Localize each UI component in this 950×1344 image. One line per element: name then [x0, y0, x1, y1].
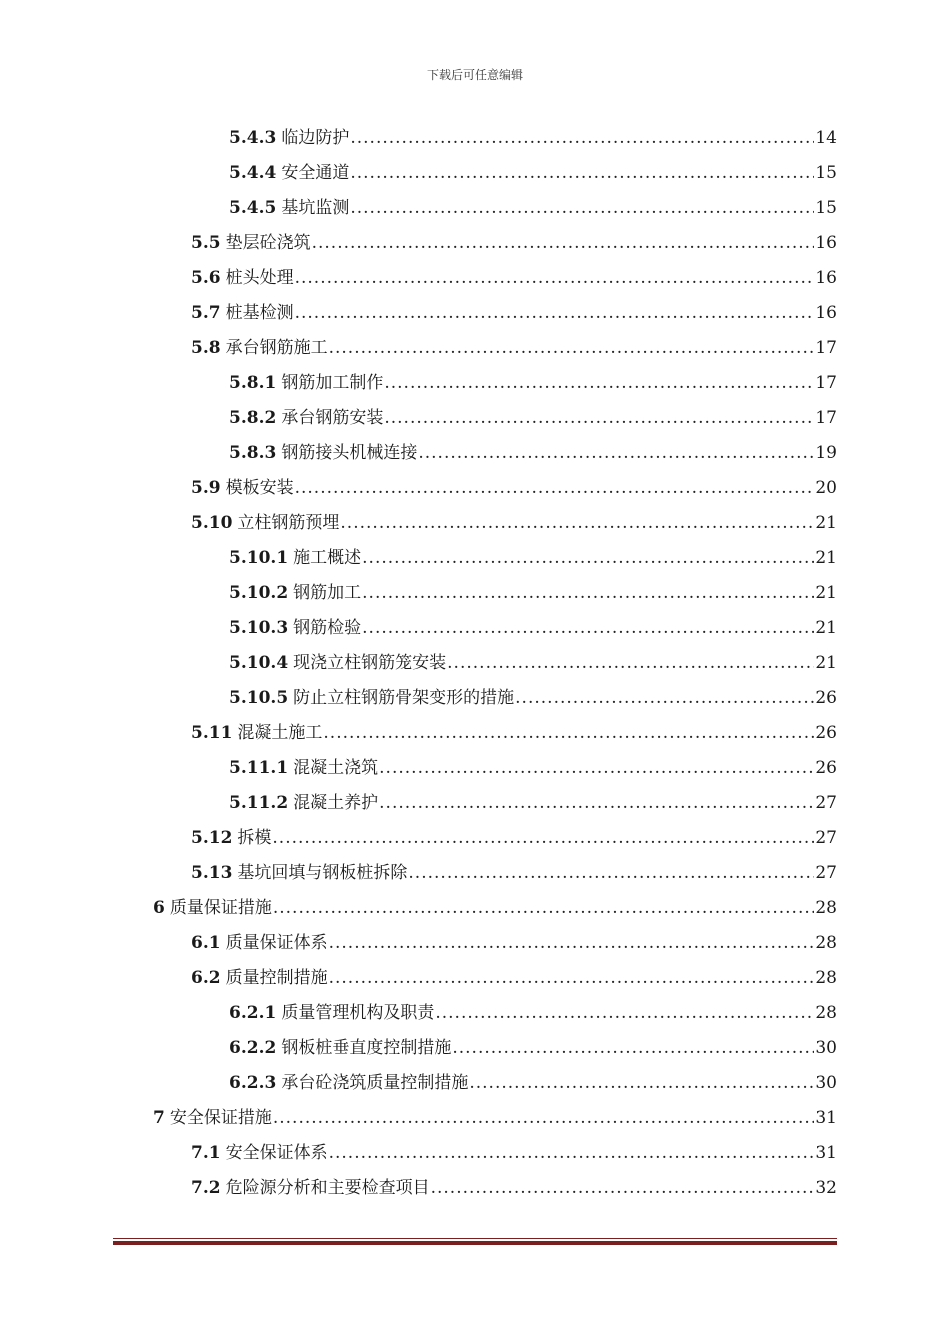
toc-entry-page-number: 31	[815, 1108, 837, 1128]
toc-entry-title: 现浇立柱钢筋笼安装	[293, 653, 447, 673]
toc-entry-title: 混凝土浇筑	[293, 758, 379, 778]
toc-entry-number: 5.12	[191, 828, 233, 848]
toc-dot-leader	[515, 681, 814, 716]
toc-entry-page-number: 16	[815, 268, 837, 288]
toc-entry-page-number: 31	[815, 1143, 837, 1163]
toc-entry-page-number: 16	[815, 233, 837, 253]
toc-entry-page-number: 27	[815, 793, 837, 813]
toc-dot-leader	[384, 366, 814, 401]
toc-dot-leader	[273, 1101, 815, 1136]
toc-entry-title: 质量保证措施	[169, 898, 272, 918]
toc-entry-number: 5.11.2	[229, 793, 289, 813]
toc-entry-page-number: 26	[815, 723, 837, 743]
toc-entry-page-number: 17	[815, 338, 837, 358]
toc-entry-title: 基坑回填与钢板桩拆除	[237, 863, 408, 883]
toc-entry-title: 承台钢筋施工	[225, 338, 328, 358]
toc-entry-title: 模板安装	[225, 478, 294, 498]
toc-entry[interactable]	[0, 1171, 950, 1206]
toc-dot-leader	[418, 436, 814, 471]
toc-entry-page-number: 28	[815, 933, 837, 953]
toc-entry-number: 5.9	[191, 478, 221, 498]
toc-entry-title: 承台砼浇筑质量控制措施	[281, 1073, 469, 1093]
toc-entry[interactable]	[0, 366, 950, 401]
toc-entry-page-number: 27	[815, 863, 837, 883]
toc-entry-number: 5.10.4	[229, 653, 289, 673]
toc-entry[interactable]	[0, 856, 950, 891]
toc-entry-page-number: 20	[815, 478, 837, 498]
toc-dot-leader	[350, 156, 814, 191]
toc-entry-page-number: 15	[815, 198, 837, 218]
toc-entry-title: 临边防护	[281, 128, 350, 148]
toc-entry-page-number: 21	[815, 653, 837, 673]
toc-entry[interactable]	[0, 1066, 950, 1101]
toc-entry-page-number: 26	[815, 688, 837, 708]
toc-entry[interactable]	[0, 541, 950, 576]
toc-entry-number: 6.2	[191, 968, 221, 988]
toc-entry-page-number: 21	[815, 513, 837, 533]
toc-entry-number: 7.1	[191, 1143, 221, 1163]
toc-entry-title: 施工概述	[293, 548, 362, 568]
toc-entry-title: 混凝土施工	[237, 723, 323, 743]
toc-dot-leader	[362, 576, 814, 611]
toc-entry-page-number: 15	[815, 163, 837, 183]
toc-entry-page-number: 21	[815, 618, 837, 638]
toc-entry[interactable]	[0, 191, 950, 226]
toc-entry-number: 5.11.1	[229, 758, 289, 778]
toc-entry-number: 5.13	[191, 863, 233, 883]
toc-dot-leader	[329, 961, 815, 996]
toc-dot-leader	[379, 786, 814, 821]
toc-entry-number: 7	[153, 1108, 165, 1128]
toc-entry-number: 6	[153, 898, 165, 918]
toc-dot-leader	[447, 646, 814, 681]
toc-entry-number: 5.10.1	[229, 548, 289, 568]
toc-dot-leader	[273, 891, 815, 926]
footer-rule-thick	[113, 1241, 837, 1245]
toc-entry[interactable]	[0, 926, 950, 961]
toc-entry[interactable]	[0, 681, 950, 716]
toc-entry[interactable]	[0, 401, 950, 436]
toc-entry-number: 5.10.3	[229, 618, 289, 638]
toc-entry-number: 5.8.3	[229, 443, 277, 463]
toc-entry[interactable]	[0, 331, 950, 366]
toc-entry-page-number: 21	[815, 583, 837, 603]
toc-dot-leader	[340, 506, 814, 541]
toc-entry-page-number: 30	[815, 1038, 837, 1058]
toc-entry-title: 钢筋接头机械连接	[281, 443, 418, 463]
toc-entry-title: 钢筋加工制作	[281, 373, 384, 393]
toc-dot-leader	[323, 716, 814, 751]
toc-entry[interactable]	[0, 891, 950, 926]
toc-entry-title: 基坑监测	[281, 198, 350, 218]
table-of-contents	[0, 121, 950, 1206]
toc-entry-page-number: 27	[815, 828, 837, 848]
toc-dot-leader	[362, 541, 814, 576]
toc-entry-title: 垫层砼浇筑	[225, 233, 311, 253]
toc-entry[interactable]	[0, 471, 950, 506]
toc-entry-page-number: 28	[815, 1003, 837, 1023]
toc-entry-number: 7.2	[191, 1178, 221, 1198]
toc-dot-leader	[329, 331, 815, 366]
toc-dot-leader	[362, 611, 814, 646]
toc-dot-leader	[329, 1136, 815, 1171]
toc-entry-number: 5.10.2	[229, 583, 289, 603]
toc-entry[interactable]	[0, 576, 950, 611]
toc-entry[interactable]	[0, 296, 950, 331]
toc-entry-number: 5.8	[191, 338, 221, 358]
toc-dot-leader	[295, 471, 815, 506]
toc-entry[interactable]	[0, 961, 950, 996]
page-header: 下载后可任意编辑	[426, 68, 523, 82]
toc-dot-leader	[350, 191, 814, 226]
toc-entry-number: 5.7	[191, 303, 221, 323]
toc-entry-page-number: 28	[815, 968, 837, 988]
toc-entry-page-number: 14	[815, 128, 837, 148]
toc-entry-number: 5.4.3	[229, 128, 277, 148]
toc-dot-leader	[384, 401, 814, 436]
toc-entry[interactable]	[0, 226, 950, 261]
toc-entry-page-number: 19	[815, 443, 837, 463]
toc-entry[interactable]	[0, 121, 950, 156]
toc-entry-title: 承台钢筋安装	[281, 408, 384, 428]
toc-entry-number: 5.4.5	[229, 198, 277, 218]
toc-dot-leader	[435, 996, 814, 1031]
toc-entry-number: 6.2.1	[229, 1003, 277, 1023]
toc-entry-page-number: 17	[815, 408, 837, 428]
toc-entry-title: 桩头处理	[225, 268, 294, 288]
toc-entry-title: 质量控制措施	[225, 968, 328, 988]
toc-dot-leader	[379, 751, 814, 786]
toc-entry-title: 安全保证体系	[225, 1143, 328, 1163]
toc-entry-title: 钢筋检验	[293, 618, 362, 638]
toc-entry-page-number: 28	[815, 898, 837, 918]
toc-entry-title: 钢筋加工	[293, 583, 362, 603]
toc-entry[interactable]	[0, 646, 950, 681]
toc-entry-page-number: 16	[815, 303, 837, 323]
toc-entry-number: 5.11	[191, 723, 233, 743]
toc-entry[interactable]	[0, 1101, 950, 1136]
toc-dot-leader	[469, 1066, 814, 1101]
toc-entry-title: 桩基检测	[225, 303, 294, 323]
toc-entry[interactable]	[0, 261, 950, 296]
toc-dot-leader	[312, 226, 815, 261]
toc-dot-leader	[295, 296, 815, 331]
toc-entry-title: 钢板桩垂直度控制措施	[281, 1038, 452, 1058]
toc-entry-number: 5.8.2	[229, 408, 277, 428]
toc-entry-page-number: 32	[815, 1178, 837, 1198]
toc-entry-number: 6.2.2	[229, 1038, 277, 1058]
toc-entry-number: 5.5	[191, 233, 221, 253]
toc-entry-title: 危险源分析和主要检查项目	[225, 1178, 430, 1198]
toc-entry[interactable]	[0, 611, 950, 646]
toc-entry[interactable]	[0, 786, 950, 821]
toc-entry[interactable]	[0, 506, 950, 541]
toc-entry[interactable]	[0, 996, 950, 1031]
toc-dot-leader	[452, 1031, 814, 1066]
toc-entry[interactable]	[0, 716, 950, 751]
toc-entry[interactable]	[0, 1136, 950, 1171]
toc-dot-leader	[431, 1171, 815, 1206]
toc-entry[interactable]	[0, 436, 950, 471]
toc-dot-leader	[272, 821, 814, 856]
toc-entry-number: 5.4.4	[229, 163, 277, 183]
toc-dot-leader	[350, 121, 814, 156]
toc-entry[interactable]	[0, 156, 950, 191]
toc-entry-number: 5.10.5	[229, 688, 289, 708]
toc-entry-title: 质量保证体系	[225, 933, 328, 953]
toc-dot-leader	[329, 926, 815, 961]
toc-entry-page-number: 30	[815, 1073, 837, 1093]
toc-entry-number: 5.8.1	[229, 373, 277, 393]
toc-entry-page-number: 21	[815, 548, 837, 568]
toc-entry[interactable]	[0, 751, 950, 786]
toc-entry[interactable]	[0, 821, 950, 856]
toc-dot-leader	[408, 856, 814, 891]
toc-entry-title: 安全保证措施	[169, 1108, 272, 1128]
toc-entry-title: 拆模	[237, 828, 272, 848]
toc-entry-page-number: 17	[815, 373, 837, 393]
toc-entry-number: 5.6	[191, 268, 221, 288]
toc-entry-number: 5.10	[191, 513, 233, 533]
toc-entry-title: 质量管理机构及职责	[281, 1003, 435, 1023]
toc-entry-number: 6.2.3	[229, 1073, 277, 1093]
toc-entry-title: 防止立柱钢筋骨架变形的措施	[293, 688, 515, 708]
toc-entry-title: 安全通道	[281, 163, 350, 183]
toc-entry-title: 立柱钢筋预埋	[237, 513, 340, 533]
toc-dot-leader	[295, 261, 815, 296]
footer-rule-thin	[113, 1238, 837, 1239]
toc-entry[interactable]	[0, 1031, 950, 1066]
toc-entry-number: 6.1	[191, 933, 221, 953]
toc-entry-title: 混凝土养护	[293, 793, 379, 813]
toc-entry-page-number: 26	[815, 758, 837, 778]
